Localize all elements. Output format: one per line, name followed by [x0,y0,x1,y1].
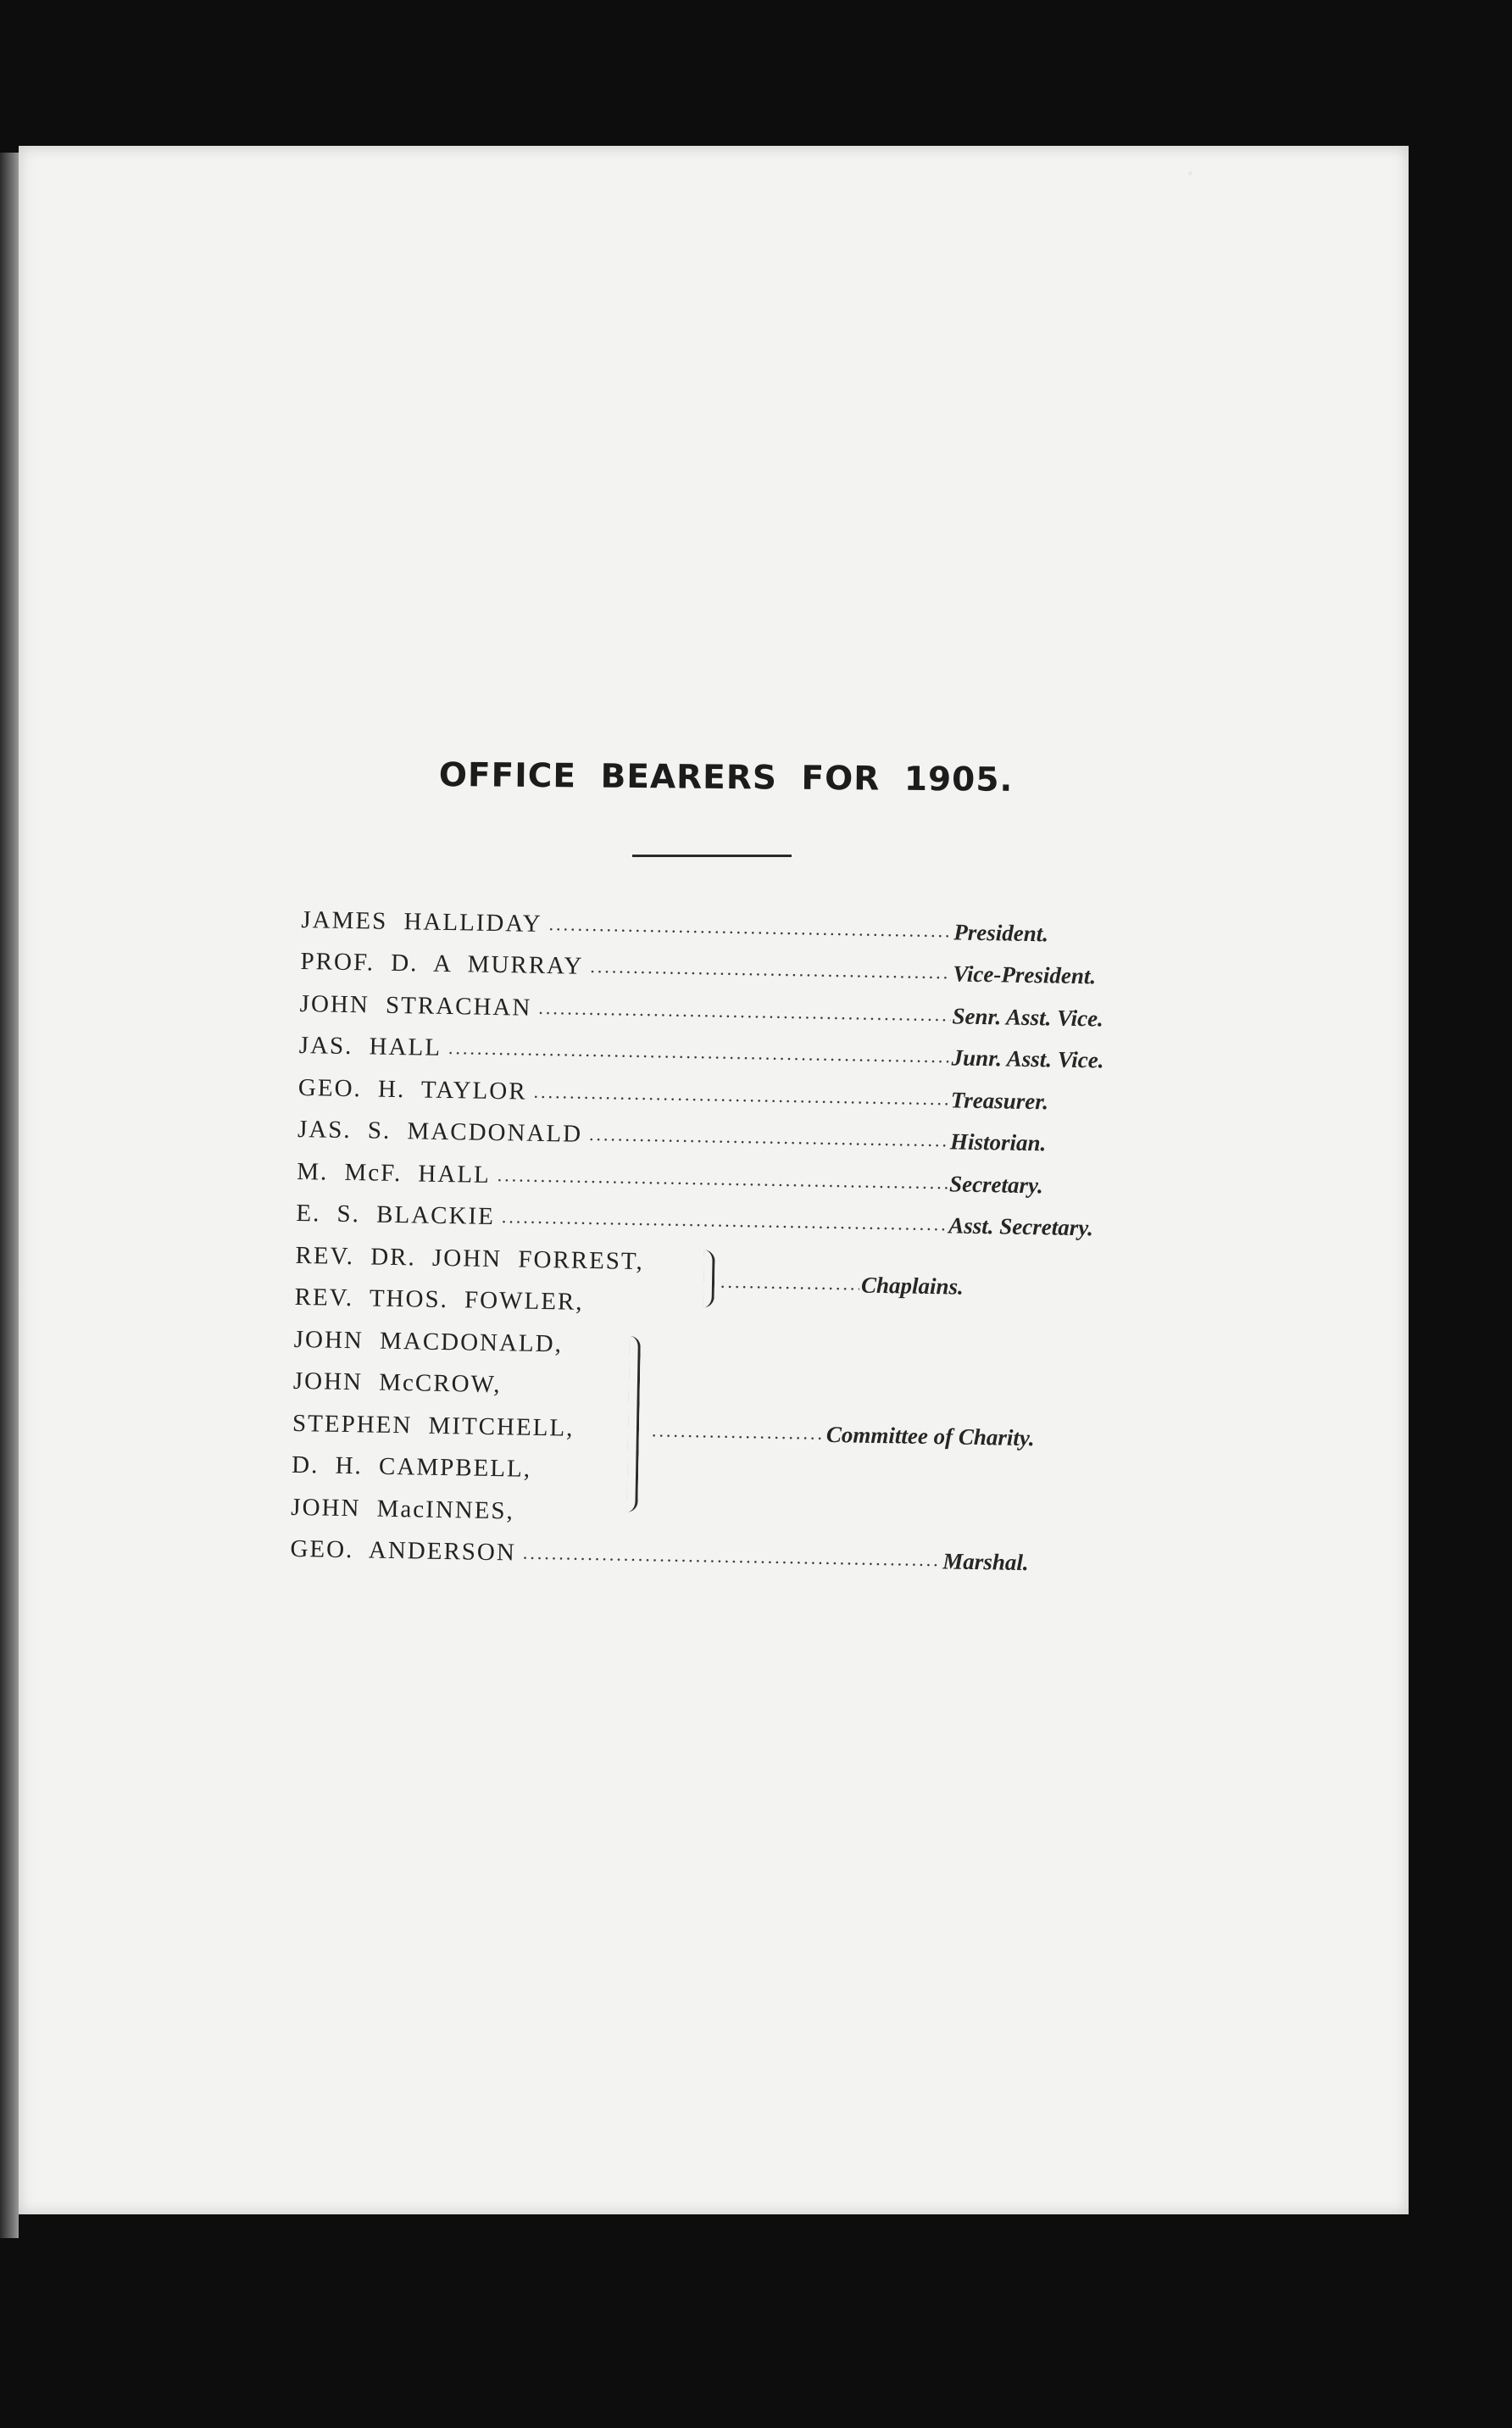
leader-dots [545,915,952,940]
bearer-role: Asst. Secretary. [948,1212,1094,1241]
bearer-role: Historian. [949,1128,1047,1156]
committee-member-name: D. H. CAMPBELL, [291,1451,532,1483]
bearer-role: Junr. Asst. Vice. [951,1044,1104,1073]
bearer-name: JAS. HALL [298,1031,442,1061]
leader-dots [494,1166,948,1192]
bearer-name: JAMES HALLIDAY [301,905,542,938]
marshal-role: Marshal. [942,1547,1029,1575]
bearer-name: M. McF. HALL [296,1157,492,1189]
bearer-role: Treasurer. [950,1086,1049,1114]
marshal-name: GEO. ANDERSON [290,1534,517,1567]
chaplains-group [294,1228,1143,1326]
committee-role: Committee of Charity. [825,1421,1035,1451]
bearer-name: E. S. BLACKIE [296,1199,496,1231]
leader-dots [648,1421,825,1443]
chaplain-name: REV. DR. JOHN FORREST, [295,1241,645,1275]
bearer-role: Senr. Asst. Vice. [952,1002,1104,1032]
leader-dots [530,1082,949,1108]
office-bearers-list [290,892,1149,1578]
bearer-role: President. [953,918,1049,946]
committee-member-name: JOHN MACDONALD, [293,1325,564,1357]
chaplains-role: Chaplains. [860,1272,964,1300]
page-title: OFFICE BEARERS FOR 1905. [438,756,1014,799]
leader-dots [520,1543,942,1569]
committee-member-name: JOHN MacINNES, [291,1493,515,1524]
book-spine [0,153,19,2238]
leader-dots [586,1125,948,1150]
chaplain-name: REV. THOS. FOWLER, [294,1283,584,1316]
bearer-name: PROF. D. A MURRAY [300,947,584,980]
bearer-name: JAS. S. MACDONALD [297,1115,583,1148]
chaplains-brace [703,1250,715,1307]
title-rule [632,855,792,857]
leader-dots [445,1039,950,1066]
bearer-role: Secretary. [948,1170,1044,1198]
committee-member-name: STEPHEN MITCHELL, [292,1409,575,1442]
bearer-role: Vice-President. [953,961,1097,989]
committee-role-line [648,1402,1036,1451]
committee-group [291,1311,1142,1535]
leader-dots [586,957,952,983]
committee-member-name: JOHN McCROW, [292,1367,502,1399]
bearer-name: JOHN STRACHAN [299,989,532,1022]
bearer-name: GEO. H. TAYLOR [297,1073,527,1105]
chaplains-role-line [717,1254,964,1300]
paper-speck [1188,171,1192,175]
leader-dots [717,1272,859,1293]
leader-dots [535,998,951,1024]
leader-dots [498,1207,948,1233]
